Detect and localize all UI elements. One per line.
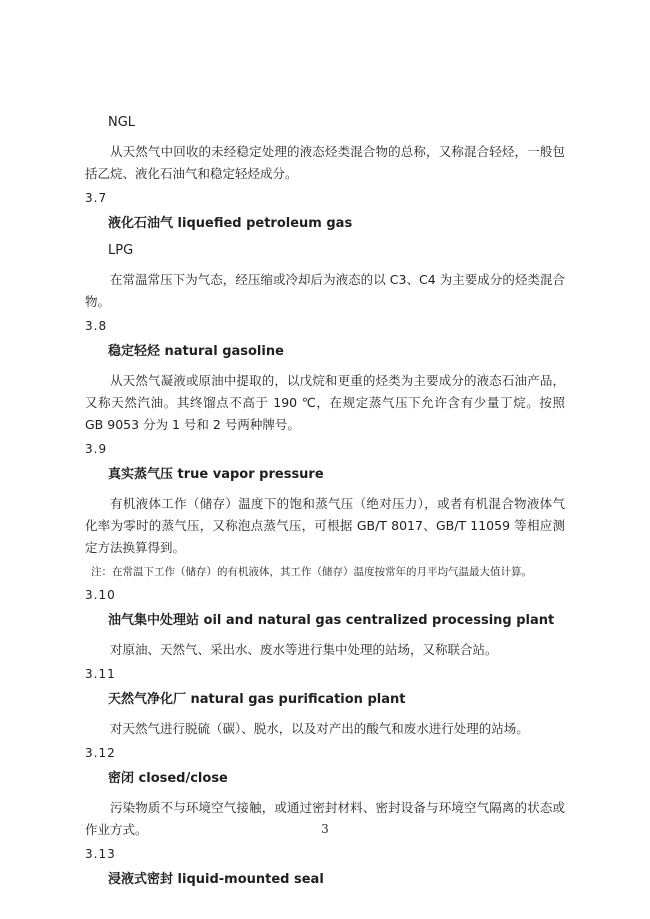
clause-number: 3.12 [85, 746, 116, 760]
clause-number: 3.10 [85, 588, 116, 602]
definition-paragraph: 从天然气中回收的未经稳定处理的液态烃类混合物的总称，又称混合轻烃，一般包括乙烷、液化石油气和稳定轻烃成分。 [85, 144, 565, 181]
term-heading: 天然气净化厂 natural gas purification plant [108, 692, 406, 707]
term-heading: 油气集中处理站 oil and natural gas centralized processing plant [108, 613, 555, 628]
term-abbreviation: LPG [108, 243, 134, 258]
clause-number: 3.8 [85, 319, 108, 333]
definition-paragraph: 有机液体工作（储存）温度下的饱和蒸气压（绝对压力），或者有机混合物液体气化率为零时的蒸气压，又称泡点蒸气压，可根据 GB/T 8017、GB/T 11059 等相应测定方法换算得到。 [85, 496, 565, 555]
definition-paragraph: 从天然气凝液或原油中提取的，以戊烷和更重的烃类为主要成分的液态石油产品，又称天然汽油。其终馏点不高于 190 ℃，在规定蒸气压下允许含有少量丁烷。按照 GB 9053 分为 1 号和 2 号两种牌号。 [85, 373, 565, 432]
definition-paragraph: 对天然气进行脱硫（碳）、脱水，以及对产出的酸气和废水进行处理的站场。 [110, 721, 529, 736]
definition-paragraph: 对原油、天然气、采出水、废水等进行集中处理的站场，又称联合站。 [110, 642, 498, 657]
term-abbreviation: NGL [108, 115, 136, 130]
term-heading: 密闭 closed/close [108, 771, 228, 786]
note-text: 注：在常温下工作（储存）的有机液体，其工作（储存）温度按常年的月平均气温最大值计算。 [91, 566, 532, 578]
definition-paragraph: 在常温常压下为气态，经压缩或冷却后为液态的以 C3、C4 为主要成分的烃类混合物。 [85, 272, 565, 309]
page-number: 3 [321, 822, 329, 836]
clause-number: 3.9 [85, 442, 108, 456]
clause-number: 3.13 [85, 847, 116, 861]
term-heading: 真实蒸气压 true vapor pressure [108, 467, 324, 482]
definition-paragraph: 污染物质不与环境空气接触，或通过密封材料、密封设备与环境空气隔离的状态或作业方式。 [85, 800, 565, 837]
clause-number: 3.11 [85, 667, 116, 681]
clause-number: 3.7 [85, 191, 108, 205]
term-heading: 浸液式密封 liquid-mounted seal [108, 872, 324, 887]
term-heading: 稳定轻烃 natural gasoline [108, 344, 284, 359]
term-heading: 液化石油气 liquefied petroleum gas [108, 216, 353, 231]
